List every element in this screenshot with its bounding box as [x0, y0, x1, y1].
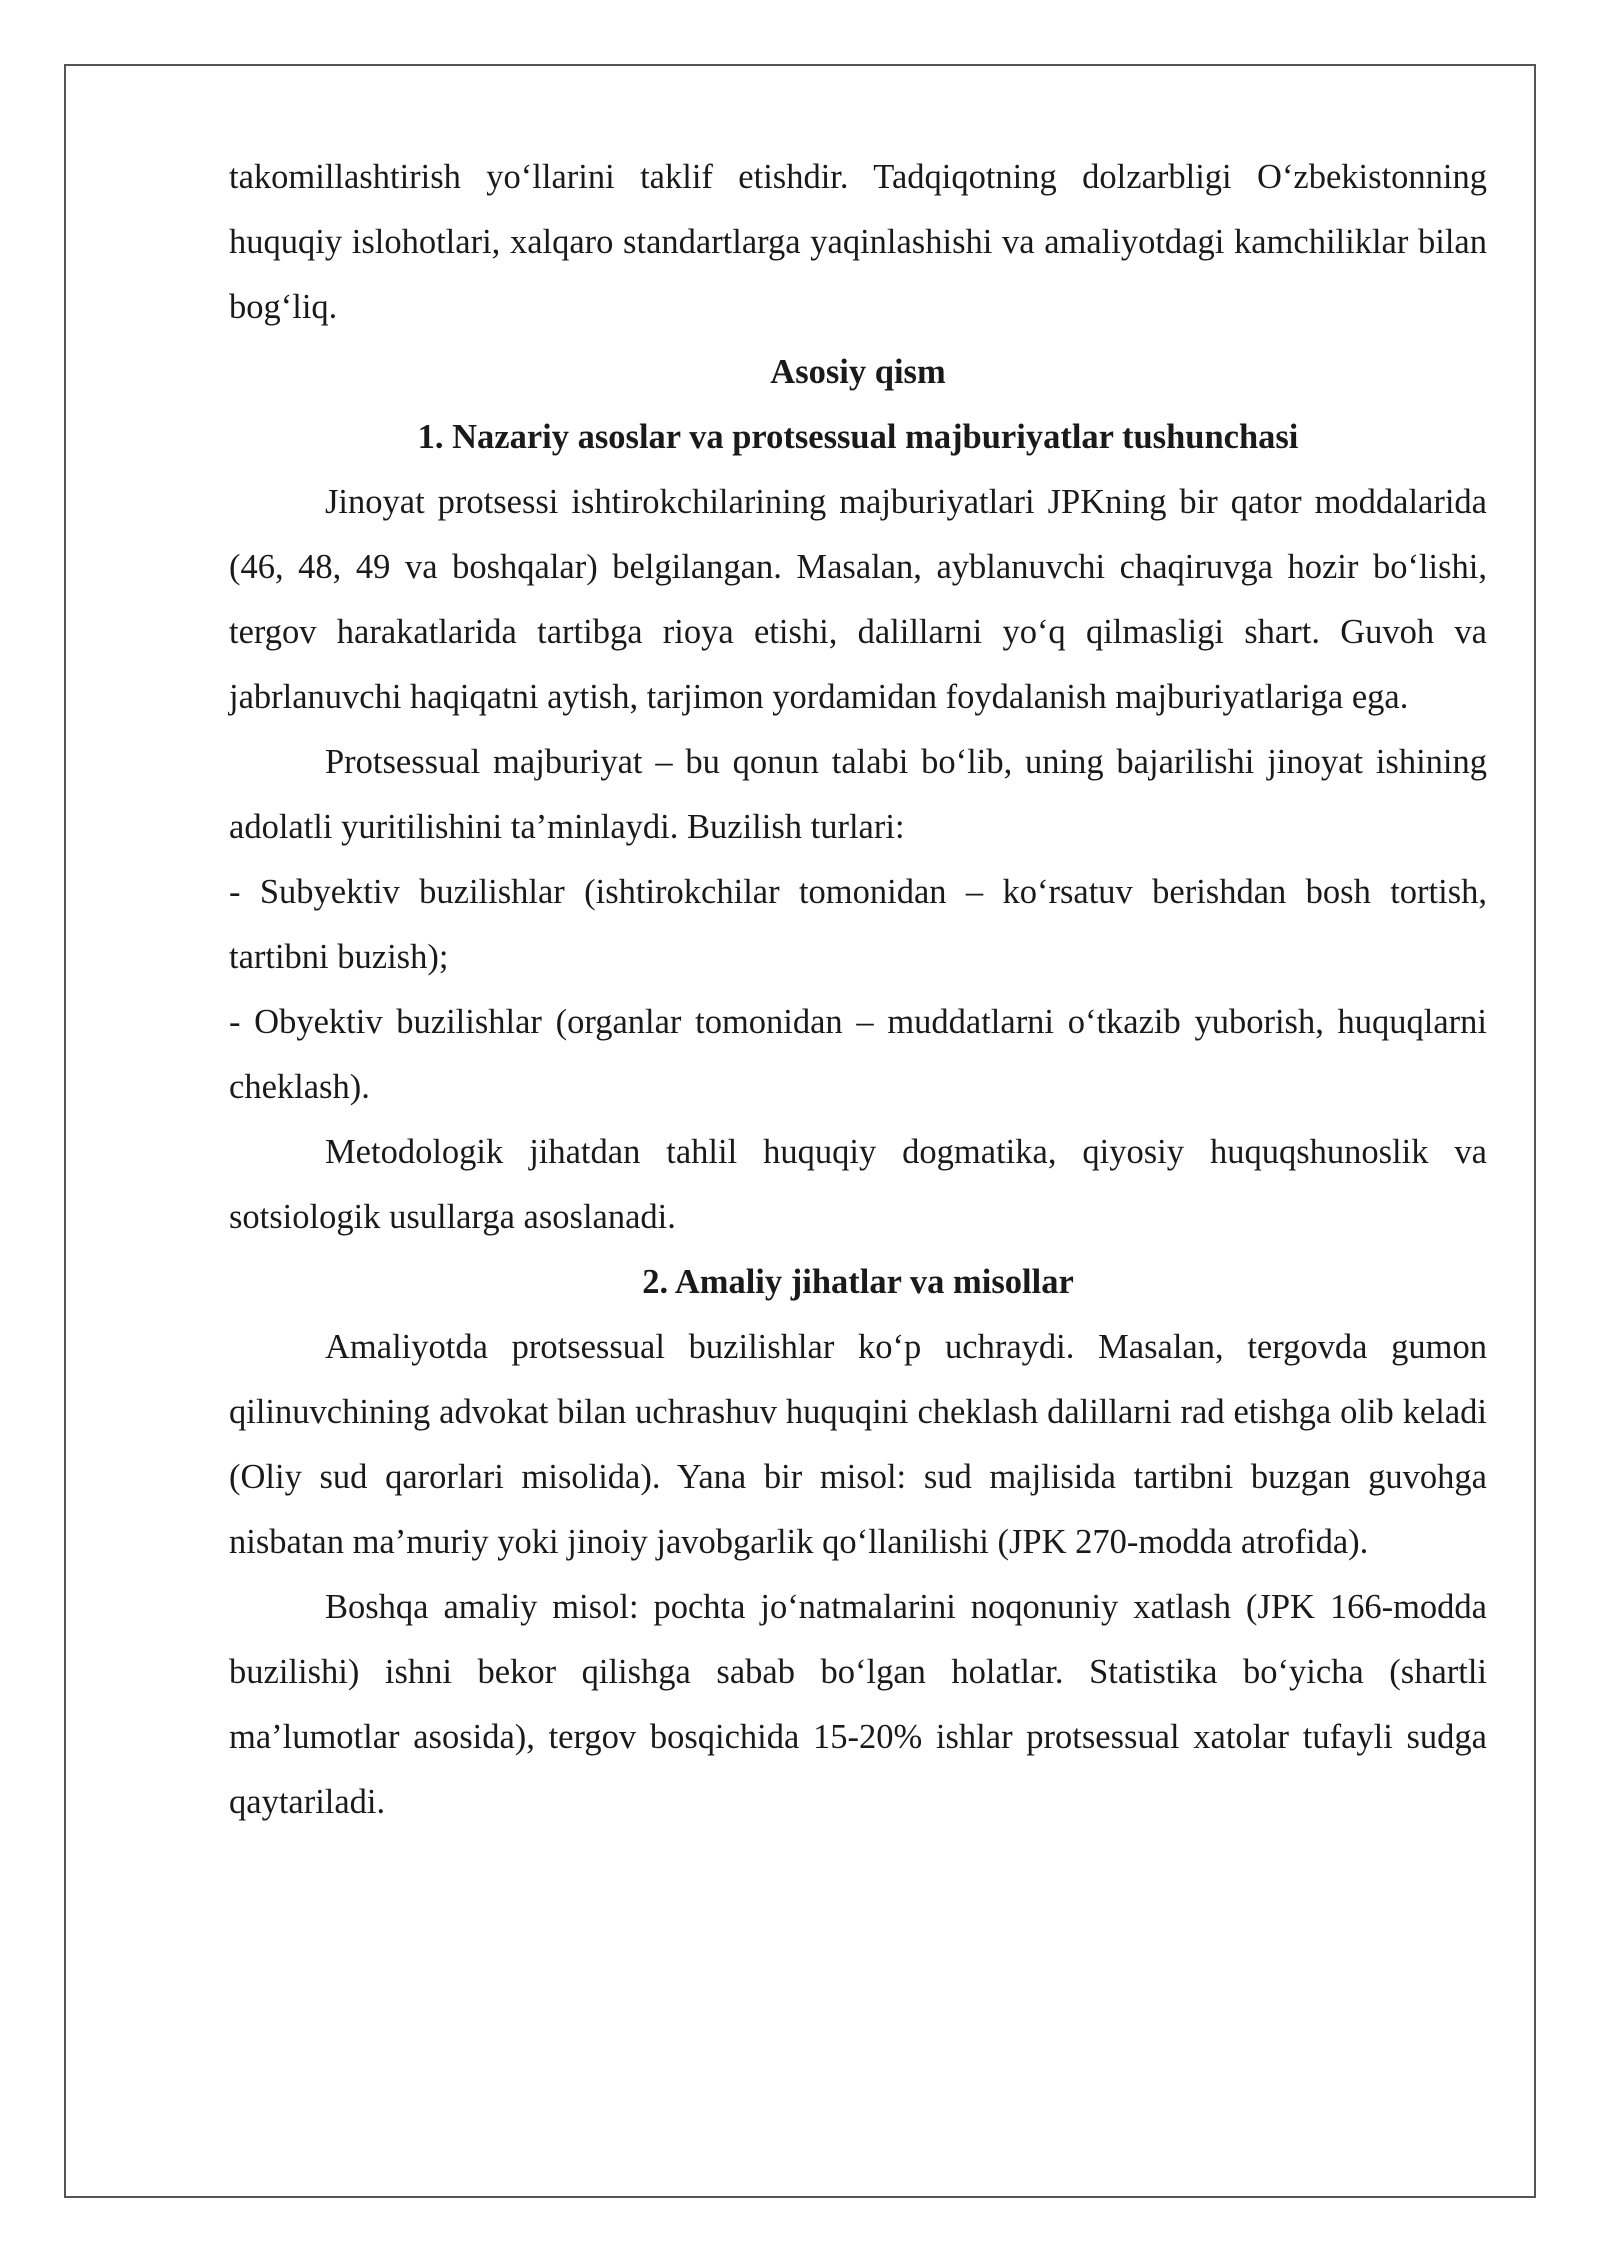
section2-paragraph-2: Boshqa amaliy misol: pochta joʻnatmalarini noqonuniy xatlash (JPK 166-modda buzilishi) ishni bekor qilishga sabab boʻlgan holatlar. Statistika boʻyicha (shartli ma’lumotlar asosida), tergov bosqichida 15-20% ishlar protsessual xatolar tufayli sudga qaytariladi. [229, 1588, 1487, 1821]
intro-continuation-paragraph: takomillashtirish yoʻllarini taklif etishdir. Tadqiqotning dolzarbligi Oʻzbekistonning huquqiy islohotlari, xalqaro standartlarga yaqinlashishi va amaliyotdagi kamchiliklar bilan bogʻliq. [229, 158, 1487, 326]
document-body [229, 145, 1487, 1835]
section1-paragraph-1: Jinoyat protsessi ishtirokchilarining majburiyatlari JPKning bir qator moddalarida (46, 48, 49 va boshqalar) belgilangan. Masalan, ayblanuvchi chaqiruvga hozir boʻlishi, tergov harakatlarida tartibga rioya etishi, dalillarni yoʻq qilmasligi shart. Guvoh va jabrlanuvchi haqiqatni aytish, tarjimon yordamidan foydalanish majburiyatlariga ega. [229, 483, 1487, 716]
section2-heading: 2. Amaliy jihatlar va misollar [642, 1263, 1074, 1301]
section1-list-item-2: - Obyektiv buzilishlar (organlar tomonidan – muddatlarni oʻtkazib yuborish, huquqlarni cheklash). [229, 1003, 1487, 1106]
section1-heading: 1. Nazariy asoslar va protsessual majburiyatlar tushunchasi [417, 418, 1299, 456]
section1-paragraph-3: Metodologik jihatdan tahlil huquqiy dogmatika, qiyosiy huquqshunoslik va sotsiologik usullarga asoslanadi. [229, 1133, 1487, 1236]
main-heading: Asosiy qism [770, 353, 946, 391]
section2-paragraph-1: Amaliyotda protsessual buzilishlar koʻp uchraydi. Masalan, tergovda gumon qilinuvchining advokat bilan uchrashuv huquqini cheklash dalillarni rad etishga olib keladi (Oliy sud qarorlari misolida). Yana bir misol: sud majlisida tartibni buzgan guvohga nisbatan ma’muriy yoki jinoiy javobgarlik qoʻllanilishi (JPK 270-modda atrofida). [229, 1328, 1487, 1561]
section1-list-item-1: - Subyektiv buzilishlar (ishtirokchilar tomonidan – koʻrsatuv berishdan bosh tortish, tartibni buzish); [229, 873, 1487, 976]
section1-paragraph-2: Protsessual majburiyat – bu qonun talabi boʻlib, uning bajarilishi jinoyat ishining adolatli yuritilishini ta’minlaydi. Buzilish turlari: [229, 743, 1487, 846]
